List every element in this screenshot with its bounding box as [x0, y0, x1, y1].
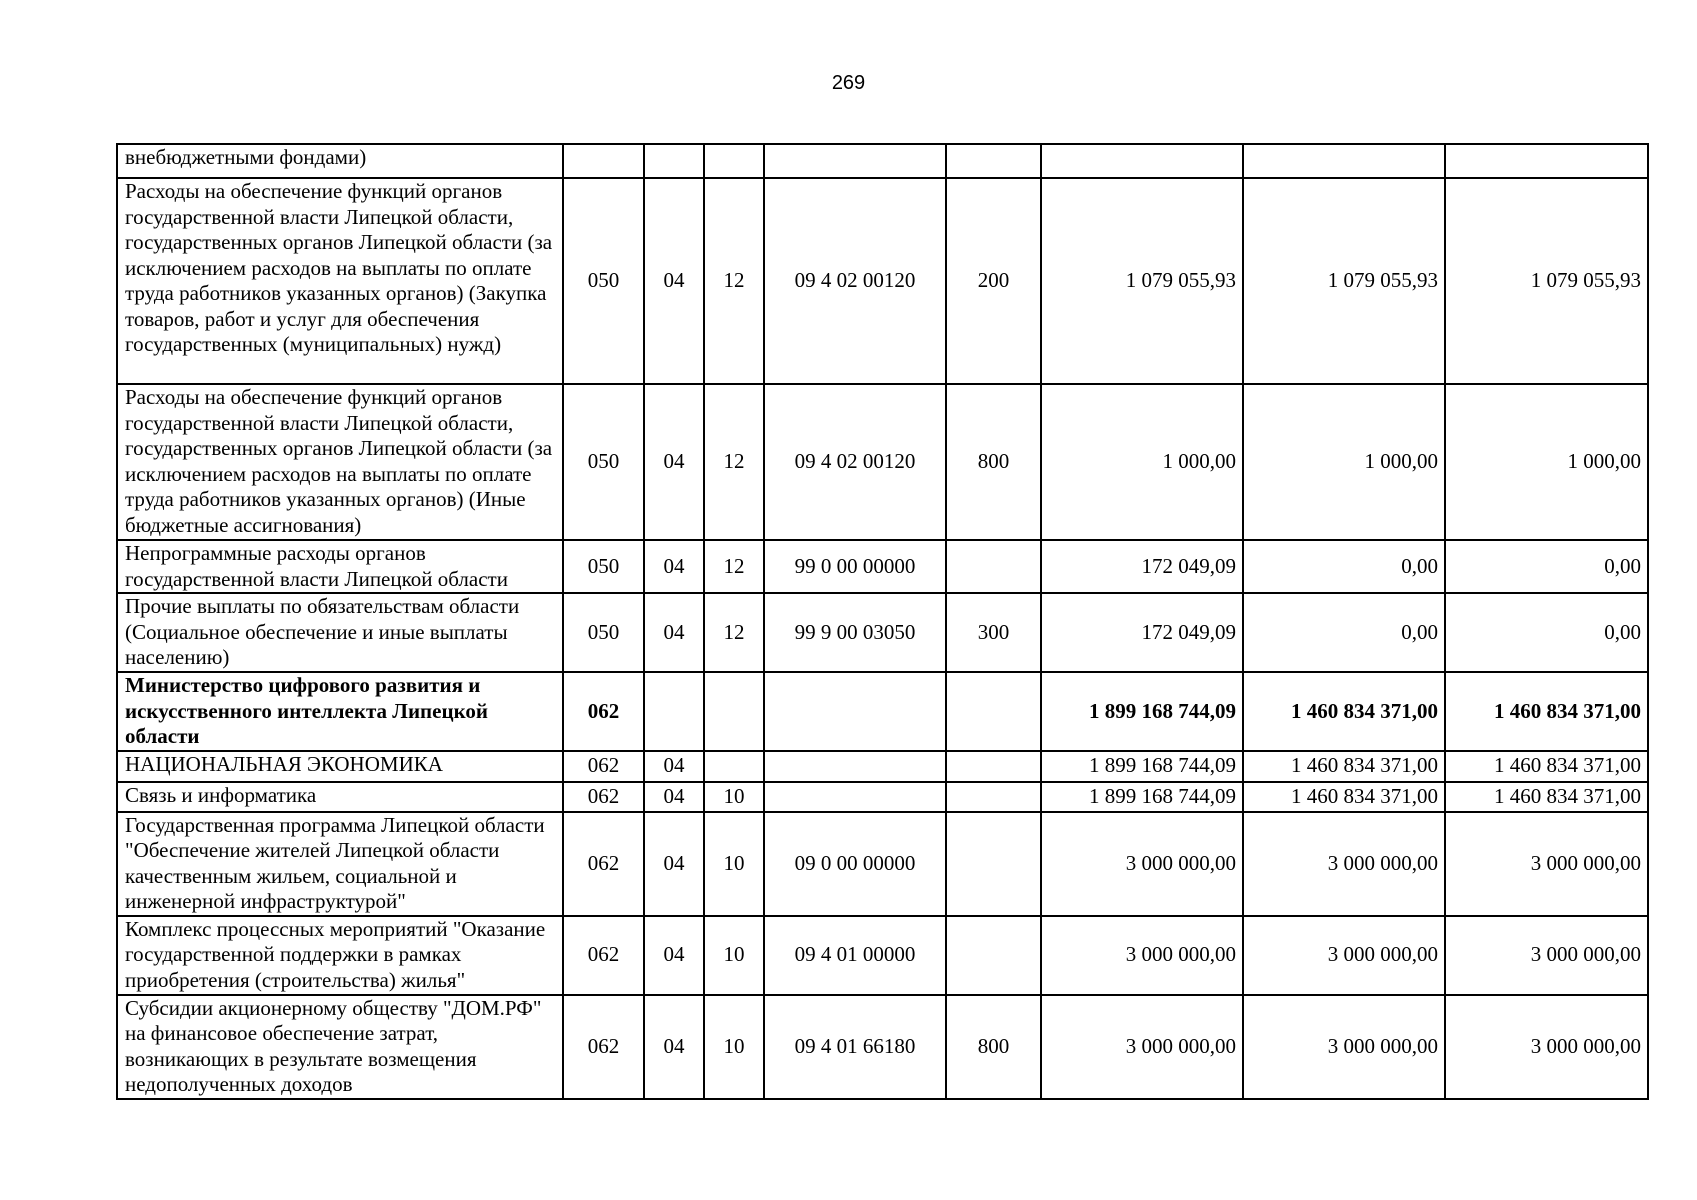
cell-name: Комплекс процессных мероприятий "Оказание государственной поддержки в рамках приобретения (строительства) жилья" [117, 916, 563, 995]
cell-section: 04 [644, 995, 704, 1099]
cell-name: Непрограммные расходы органов государственной власти Липецкой области [117, 540, 563, 593]
cell-ved: 062 [563, 812, 644, 916]
cell-subsection: 10 [704, 812, 764, 916]
cell-section [644, 672, 704, 751]
cell-ved: 050 [563, 384, 644, 540]
cell-amount-year-3: 1 079 055,93 [1445, 178, 1648, 384]
cell-name: Субсидии акционерному обществу "ДОМ.РФ" на финансовое обеспечение затрат, возникающих в результате возмещения недополученных доходов [117, 995, 563, 1099]
cell-expense-type: 800 [946, 384, 1041, 540]
cell-target-article: 09 4 01 66180 [764, 995, 946, 1099]
cell-target-article [764, 782, 946, 812]
cell-subsection: 12 [704, 384, 764, 540]
cell-ved: 050 [563, 593, 644, 672]
cell-amount-year-2: 3 000 000,00 [1243, 916, 1445, 995]
cell-amount-year-3: 3 000 000,00 [1445, 995, 1648, 1099]
cell-amount-year-2: 3 000 000,00 [1243, 995, 1445, 1099]
cell-subsection: 10 [704, 995, 764, 1099]
cell-amount-year-1: 1 899 168 744,09 [1041, 672, 1243, 751]
cell-expense-type [946, 812, 1041, 916]
cell-section: 04 [644, 782, 704, 812]
cell-expense-type [946, 782, 1041, 812]
cell-amount-year-3: 3 000 000,00 [1445, 916, 1648, 995]
cell-ved: 050 [563, 178, 644, 384]
cell-amount-year-2: 0,00 [1243, 540, 1445, 593]
cell-target-article: 09 4 02 00120 [764, 178, 946, 384]
table-row [117, 672, 1648, 751]
cell-name: Прочие выплаты по обязательствам области (Социальное обеспечение и иные выплаты населению) [117, 593, 563, 672]
cell-amount-year-2 [1243, 144, 1445, 178]
cell-expense-type [946, 144, 1041, 178]
cell-amount-year-3: 0,00 [1445, 540, 1648, 593]
cell-name: внебюджетными фондами) [117, 144, 563, 178]
table-row [117, 995, 1648, 1099]
cell-section: 04 [644, 178, 704, 384]
cell-target-article: 09 4 01 00000 [764, 916, 946, 995]
cell-amount-year-1: 1 000,00 [1041, 384, 1243, 540]
cell-name: Государственная программа Липецкой области "Обеспечение жителей Липецкой области качественным жильем, социальной и инженерной инфраструктурой" [117, 812, 563, 916]
cell-target-article: 09 0 00 00000 [764, 812, 946, 916]
cell-expense-type: 800 [946, 995, 1041, 1099]
cell-amount-year-1: 1 899 168 744,09 [1041, 751, 1243, 782]
cell-amount-year-1: 3 000 000,00 [1041, 995, 1243, 1099]
cell-ved: 062 [563, 916, 644, 995]
cell-amount-year-3: 1 460 834 371,00 [1445, 751, 1648, 782]
cell-expense-type [946, 540, 1041, 593]
table-row [117, 751, 1648, 782]
cell-amount-year-3: 1 460 834 371,00 [1445, 782, 1648, 812]
cell-target-article: 99 0 00 00000 [764, 540, 946, 593]
cell-amount-year-2: 1 460 834 371,00 [1243, 672, 1445, 751]
cell-expense-type [946, 751, 1041, 782]
cell-subsection: 10 [704, 916, 764, 995]
table-row [117, 144, 1648, 178]
cell-target-article: 09 4 02 00120 [764, 384, 946, 540]
table-body [117, 144, 1648, 1099]
table-row [117, 916, 1648, 995]
cell-amount-year-2: 3 000 000,00 [1243, 812, 1445, 916]
table-row [117, 540, 1648, 593]
cell-amount-year-2: 1 000,00 [1243, 384, 1445, 540]
cell-section [644, 144, 704, 178]
table-row [117, 384, 1648, 540]
cell-amount-year-3: 3 000 000,00 [1445, 812, 1648, 916]
cell-amount-year-3: 1 460 834 371,00 [1445, 672, 1648, 751]
cell-amount-year-2: 1 460 834 371,00 [1243, 751, 1445, 782]
cell-ved: 050 [563, 540, 644, 593]
cell-amount-year-3: 0,00 [1445, 593, 1648, 672]
cell-subsection: 12 [704, 178, 764, 384]
cell-subsection: 12 [704, 540, 764, 593]
cell-amount-year-1: 1 899 168 744,09 [1041, 782, 1243, 812]
cell-expense-type [946, 672, 1041, 751]
cell-amount-year-1: 172 049,09 [1041, 540, 1243, 593]
cell-section: 04 [644, 540, 704, 593]
cell-section: 04 [644, 916, 704, 995]
cell-name: Расходы на обеспечение функций органов государственной власти Липецкой области, государственных органов Липецкой области (за исключением расходов на выплаты по оплате труда работников указанных органов) (Закупка товаров, работ и услуг для обеспечения государственных (муниципальных) нужд) [117, 178, 563, 384]
cell-amount-year-2: 1 079 055,93 [1243, 178, 1445, 384]
cell-subsection: 12 [704, 593, 764, 672]
cell-target-article [764, 672, 946, 751]
cell-section: 04 [644, 384, 704, 540]
cell-ved: 062 [563, 751, 644, 782]
cell-amount-year-3 [1445, 144, 1648, 178]
cell-expense-type [946, 916, 1041, 995]
cell-expense-type: 300 [946, 593, 1041, 672]
cell-amount-year-1: 3 000 000,00 [1041, 812, 1243, 916]
cell-name: Министерство цифрового развития и искусственного интеллекта Липецкой области [117, 672, 563, 751]
cell-subsection [704, 672, 764, 751]
cell-ved: 062 [563, 995, 644, 1099]
table-row [117, 812, 1648, 916]
cell-amount-year-1: 172 049,09 [1041, 593, 1243, 672]
cell-ved [563, 144, 644, 178]
cell-name: НАЦИОНАЛЬНАЯ ЭКОНОМИКА [117, 751, 563, 782]
cell-subsection: 10 [704, 782, 764, 812]
cell-target-article [764, 751, 946, 782]
cell-amount-year-1: 3 000 000,00 [1041, 916, 1243, 995]
cell-target-article: 99 9 00 03050 [764, 593, 946, 672]
cell-name: Расходы на обеспечение функций органов государственной власти Липецкой области, государственных органов Липецкой области (за исключением расходов на выплаты по оплате труда работников указанных органов) (Иные бюджетные ассигнования) [117, 384, 563, 540]
cell-section: 04 [644, 593, 704, 672]
page-number: 269 [831, 72, 866, 94]
cell-amount-year-3: 1 000,00 [1445, 384, 1648, 540]
table-row [117, 782, 1648, 812]
table-row [117, 593, 1648, 672]
cell-subsection [704, 144, 764, 178]
budget-table [116, 143, 1649, 1100]
cell-amount-year-2: 1 460 834 371,00 [1243, 782, 1445, 812]
cell-subsection [704, 751, 764, 782]
cell-amount-year-2: 0,00 [1243, 593, 1445, 672]
cell-section: 04 [644, 812, 704, 916]
table-row [117, 178, 1648, 384]
cell-ved: 062 [563, 672, 644, 751]
cell-ved: 062 [563, 782, 644, 812]
cell-amount-year-1 [1041, 144, 1243, 178]
cell-name: Связь и информатика [117, 782, 563, 812]
cell-target-article [764, 144, 946, 178]
cell-expense-type: 200 [946, 178, 1041, 384]
cell-section: 04 [644, 751, 704, 782]
cell-amount-year-1: 1 079 055,93 [1041, 178, 1243, 384]
